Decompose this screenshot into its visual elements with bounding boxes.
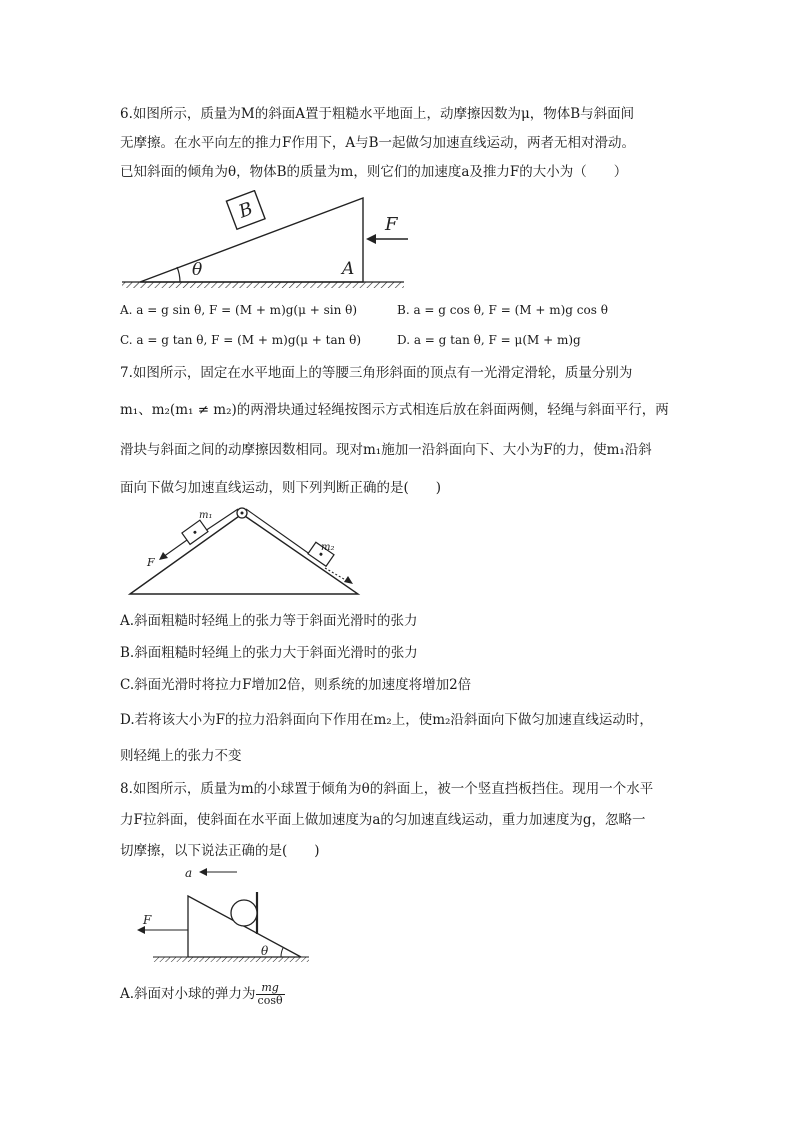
q7-option-c: C.斜面光滑时将拉力F增加2倍，则系统的加速度将增加2倍 bbox=[120, 677, 472, 693]
q6-option-d: D. a = g tan θ, F = μ(M + m)g bbox=[397, 333, 581, 347]
q7-pulley-axle bbox=[241, 512, 244, 515]
q8-ground-hatch bbox=[153, 957, 309, 962]
q7-label-m2: m₂ bbox=[321, 542, 335, 553]
q8-fraction-denominator: cosθ bbox=[257, 994, 283, 1007]
q8-label-theta: θ bbox=[261, 944, 269, 958]
q7-option-d-line-1: D.若将该大小为F的拉力沿斜面向下作用在m₂上，使m₂沿斜面向下做匀加速直线运动时， bbox=[120, 712, 653, 728]
q7-line-4: 面向下做匀加速直线运动，则下列判断正确的是( ) bbox=[120, 480, 442, 496]
q7-motion-arrowhead bbox=[344, 576, 353, 584]
q6-label-theta: θ bbox=[192, 260, 203, 280]
q6-label-F: F bbox=[385, 214, 398, 235]
q7-force-arrow bbox=[163, 540, 187, 557]
q6-label-B: B bbox=[236, 198, 256, 223]
q8-label-F: F bbox=[143, 913, 152, 927]
q6-label-A: A bbox=[342, 259, 355, 279]
q6-option-b: B. a = g cos θ, F = (M + m)g cos θ bbox=[397, 303, 608, 317]
q8-ball bbox=[231, 900, 257, 926]
q7-line-1: 7.如图所示，固定在水平地面上的等腰三角形斜面的顶点有一光滑定滑轮，质量分别为 bbox=[120, 365, 633, 381]
q8-accel-arrowhead bbox=[199, 868, 207, 876]
q7-option-d-line-2: 则轻绳上的张力不变 bbox=[120, 748, 242, 764]
q8-option-a-fraction bbox=[256, 982, 285, 1007]
q6-line-2: 无摩擦。在水平向左的推力F作用下，A与B一起做匀加速直线运动，两者无相对滑动。 bbox=[120, 135, 636, 151]
q7-line-2: m₁、m₂(m₁ ≠ m₂)的两滑块通过轻绳按图示方式相连后放在斜面两侧，轻绳与斜面平行，两 bbox=[120, 402, 669, 418]
q8-line-3: 切摩擦，以下说法正确的是( ) bbox=[120, 843, 320, 859]
q6-force-arrowhead bbox=[366, 234, 376, 244]
q6-option-c: C. a = g tan θ, F = (M + m)g(μ + tan θ) bbox=[120, 333, 362, 347]
q7-line-3: 滑块与斜面之间的动摩擦因数相同。现对m₁施加一沿斜面向下、大小为F的力，使m₁沿斜 bbox=[120, 442, 652, 458]
q8-figure bbox=[135, 862, 325, 970]
q7-rope-right bbox=[246, 509, 311, 555]
q6-theta-arc bbox=[177, 267, 180, 282]
q6-line-3: 已知斜面的倾角为θ，物体B的质量为m，则它们的加速度a及推力F的大小为（ ） bbox=[120, 164, 628, 180]
q8-label-a: a bbox=[185, 866, 193, 880]
q7-option-b: B.斜面粗糙时轻绳上的张力大于斜面光滑时的张力 bbox=[120, 645, 418, 661]
q7-option-a: A.斜面粗糙时轻绳上的张力等于斜面光滑时的张力 bbox=[120, 613, 418, 629]
q8-force-arrowhead bbox=[137, 926, 145, 934]
q8-line-2: 力F拉斜面，使斜面在水平面上做加速度为a的匀加速直线运动，重力加速度为g，忽略一 bbox=[120, 812, 646, 828]
q8-fraction-numerator: mg bbox=[256, 982, 285, 995]
q6-option-a: A. a = g sin θ, F = (M + m)g(μ + sin θ) bbox=[120, 303, 358, 317]
q7-label-F: F bbox=[147, 556, 155, 569]
q8-theta-arc bbox=[281, 948, 283, 957]
q7-figure bbox=[125, 500, 365, 598]
q7-force-arrowhead bbox=[159, 552, 168, 560]
q8-option-a-text: A.斜面对小球的弹力为 bbox=[120, 986, 256, 1002]
q8-line-1: 8.如图所示，质量为m的小球置于倾角为θ的斜面上，被一个竖直挡板挡住。现用一个水平 bbox=[120, 781, 654, 797]
q8-option-a bbox=[120, 980, 680, 1008]
q6-block-B bbox=[226, 191, 265, 230]
q7-label-m1: m₁ bbox=[199, 510, 213, 521]
q6-line-1: 6.如图所示，质量为M的斜面A置于粗糙水平地面上，动摩擦因数为μ，物体B与斜面间 bbox=[120, 106, 635, 122]
q6-figure bbox=[118, 190, 418, 290]
q6-ground-hatch bbox=[122, 282, 404, 288]
